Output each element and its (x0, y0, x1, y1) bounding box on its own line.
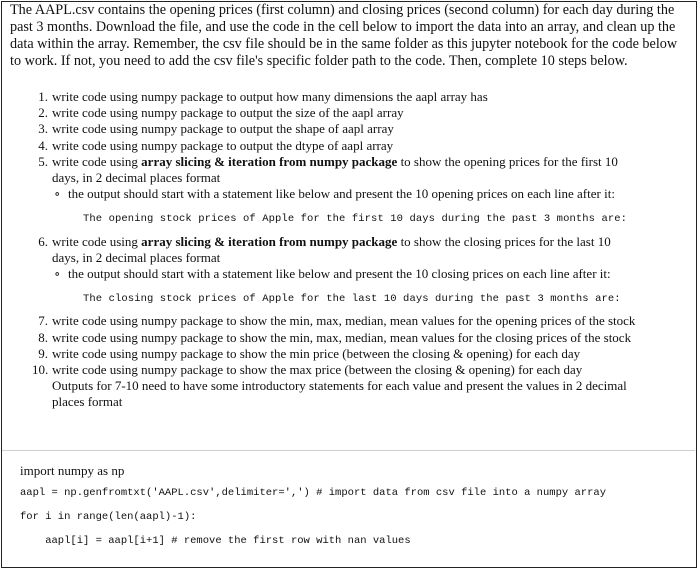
hollow-bullet-icon: ∘ (54, 266, 61, 282)
code-line-assign: aapl[i] = aapl[i+1] # remove the first row with nan values (20, 535, 411, 547)
step-5-bold: array slicing & iteration from numpy package (141, 153, 398, 169)
intro-line-1: The AAPL.csv contains the opening prices (first column) and closing prices (second column) for each day during the (10, 2, 675, 18)
assignment-intro (10, 2, 690, 70)
step-6-subitem: ∘ the output should start with a statement like below and present the 10 closing prices on each line after it: The closing stock prices of Apple for the last 10 days during the past 3 months are: (32, 266, 692, 307)
step-8: 8. write code using numpy package to show the min, max, median, mean values for the closing prices of the stock (38, 329, 632, 345)
intro-line-3: data within the array. Remember, the csv file should be in the same folder as this jupyter notebook for the code below (10, 36, 678, 52)
code-line-import: import numpy as np (20, 463, 125, 478)
step-10: 10. write code using numpy package to show the max price (between the closing & opening) for each day (32, 362, 583, 378)
step-2: 2. write code using numpy package to output the size of the aapl array (38, 105, 404, 121)
intro-line-2: past 3 months. Download the file, and use the code in the cell below to import the data into an array, and clean up the (10, 19, 676, 35)
intro-line-4: to work. If not, you need to add the csv file's specific folder path to the code. Then, complete 10 steps below. (10, 53, 628, 69)
closing-statement-example: The closing stock prices of Apple for the last 10 days during the past 3 months are: (83, 293, 621, 306)
code-cell[interactable] (20, 463, 690, 559)
step-7: 7. write code using numpy package to show the min, max, median, mean values for the opening prices of the stock (38, 313, 636, 329)
cell-divider (2, 450, 695, 451)
step-1: 1. write code using numpy package to output how many dimensions the aapl array has (38, 89, 488, 104)
opening-statement-example: The opening stock prices of Apple for the first 10 days during the past 3 months are: (83, 213, 628, 226)
step-9: 9. write code using numpy package to show the min price (between the closing & opening) for each day (38, 345, 581, 361)
hollow-bullet-icon: ∘ (54, 186, 61, 202)
code-line-genfromtxt: aapl = np.genfromtxt('AAPL.csv',delimiter=',') # import data from csv file into a numpy array (20, 487, 606, 499)
steps-list (32, 89, 692, 411)
step-6: 6. write code using array slicing & iteration from numpy package to show the closing prices for the last 10 days, in 2 decimal places format (38, 233, 611, 265)
code-line-for-loop: for i in range(len(aapl)-1): (20, 511, 197, 523)
step-5-subitem: ∘ the output should start with a statement like below and present the 10 opening prices on each line after it: The opening stock prices of Apple for the first 10 days during the past 3 months are: (32, 186, 692, 227)
step-6-bold: array slicing & iteration from numpy package (141, 233, 398, 249)
step-4: 4. write code using numpy package to output the dtype of aapl array (38, 137, 394, 153)
outputs-note: Outputs for 7-10 need to have some introductory statements for each value and present the values in 2 decimal places format (52, 378, 627, 410)
step-3: 3. write code using numpy package to output the shape of aapl array (38, 121, 394, 137)
step-5: 5. write code using array slicing & iteration from numpy package to show the opening prices for the first 10 days, in 2 decimal places format (38, 153, 618, 186)
